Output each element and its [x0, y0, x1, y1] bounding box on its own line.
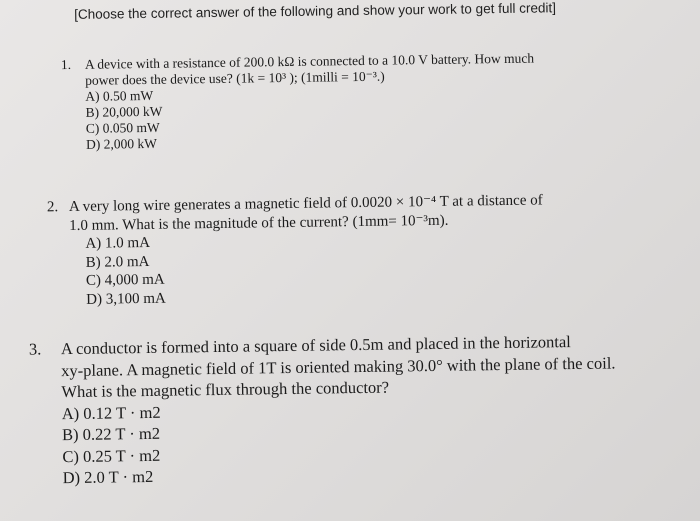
- answer-option-d: D) 2.0 T · m2: [62, 466, 154, 488]
- question-text-line: power does the device use? (1k = 10³ ); (1milli = 10⁻³.): [85, 68, 385, 88]
- answer-option-c: C) 4,000 mA: [85, 271, 165, 289]
- question-number: 3.: [28, 339, 42, 359]
- answer-option-c: C) 0.050 mW: [85, 119, 160, 136]
- question-text-line: A very long wire generates a magnetic field of 0.0020 × 10⁻⁴ T at a distance of: [68, 192, 543, 216]
- question-text-line: xy-plane. A magnetic field of 1T is oriented making 30.0° with the plane of the coil.: [61, 352, 616, 380]
- answer-option-b: B) 2.0 mA: [85, 253, 150, 271]
- answer-option-a: A) 1.0 mA: [85, 234, 151, 252]
- answer-option-d: D) 3,100 mA: [86, 290, 166, 308]
- answer-option-d: D) 2,000 kW: [85, 135, 157, 152]
- question-text-line: A device with a resistance of 200.0 kΩ is connected to a 10.0 V battery. How much: [84, 50, 535, 72]
- question-text-line: A conductor is formed into a square of side 0.5m and placed in the horizontal: [60, 332, 571, 359]
- answer-option-a: A) 0.50 mW: [85, 87, 154, 104]
- instructions-text: [Choose the correct answer of the following and show your work to get full credit]: [74, 0, 557, 22]
- answer-option-a: A) 0.12 T · m2: [61, 402, 161, 423]
- question-text-line: 1.0 mm. What is the magnitude of the current? (1mm= 10⁻³m).: [69, 212, 449, 234]
- question-number: 1.: [60, 57, 72, 73]
- answer-option-b: B) 0.22 T · m2: [61, 423, 161, 445]
- question-text-line: What is the magnetic flux through the conductor?: [61, 377, 390, 402]
- question-number: 2.: [46, 199, 59, 216]
- answer-option-b: B) 20,000 kW: [85, 103, 163, 120]
- answer-option-c: C) 0.25 T · m2: [62, 445, 161, 466]
